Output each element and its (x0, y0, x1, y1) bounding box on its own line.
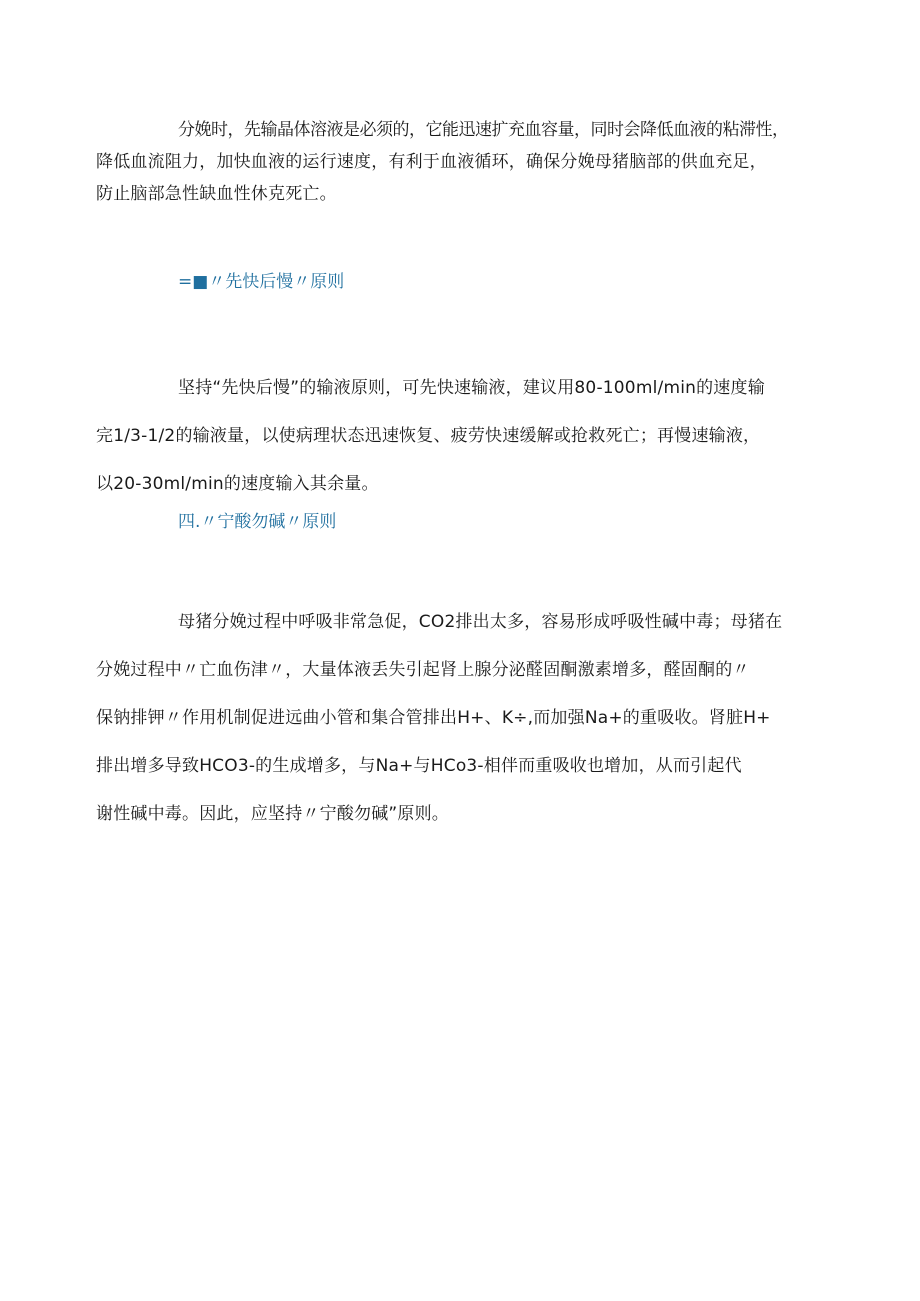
paragraph-line: 以20-30ml∕min的速度输入其余量。 (96, 474, 379, 494)
paragraph-line: 分娩过程中〃亡血伤津〃，大量体液丢失引起肾上腺分泌醛固酮激素增多，醛固酮的〃 (96, 660, 750, 680)
paragraph-crystalloid-infusion (96, 114, 789, 210)
paragraph-line: 防止脑部急性缺血性休克死亡。 (96, 184, 337, 204)
paragraph-line: 谢性碱中毒。因此，应坚持〃宁酸勿碱”原则。 (96, 804, 450, 824)
paragraph-line: 坚持“先快后慢”的输液原则，可先快速输液，建议用80-100ml∕min的速度输 (178, 378, 765, 398)
paragraph-line: 母猪分娩过程中呼吸非常急促，CO2排出太多，容易形成呼吸性碱中毒；母猪在 (178, 612, 783, 632)
paragraph-infusion-rate (96, 364, 787, 508)
paragraph-line: 完1/3-1/2的输液量，以使病理状态迅速恢复、疲劳快速缓解或抢救死亡；再慢速输液， (96, 426, 761, 446)
paragraph-line: 降低血流阻力，加快血液的运行速度，有利于血液循环，确保分娩母猪脑部的供血充足， (96, 152, 767, 172)
paragraph-line: 分娩时，先输晶体溶液是必须的，它能迅速扩充血容量，同时会降低血液的粘滞性， (178, 120, 789, 140)
paragraph-alkalosis (96, 598, 787, 838)
paragraph-line: 排出增多导致HCO3-的生成增多，与Na+与HCo3-相伴而重吸收也增加，从而引起代 (96, 756, 742, 776)
section-heading-fast-then-slow: =■〃先快后慢〃原则 (178, 272, 345, 292)
section-heading-acid-not-alkali: 四.〃宁酸勿碱〃原则 (178, 512, 337, 532)
paragraph-line: 保钠排钾〃作用机制促进远曲小管和集合管排出H+、K÷,而加强Na+的重吸收。肾脏H+ (96, 708, 771, 728)
